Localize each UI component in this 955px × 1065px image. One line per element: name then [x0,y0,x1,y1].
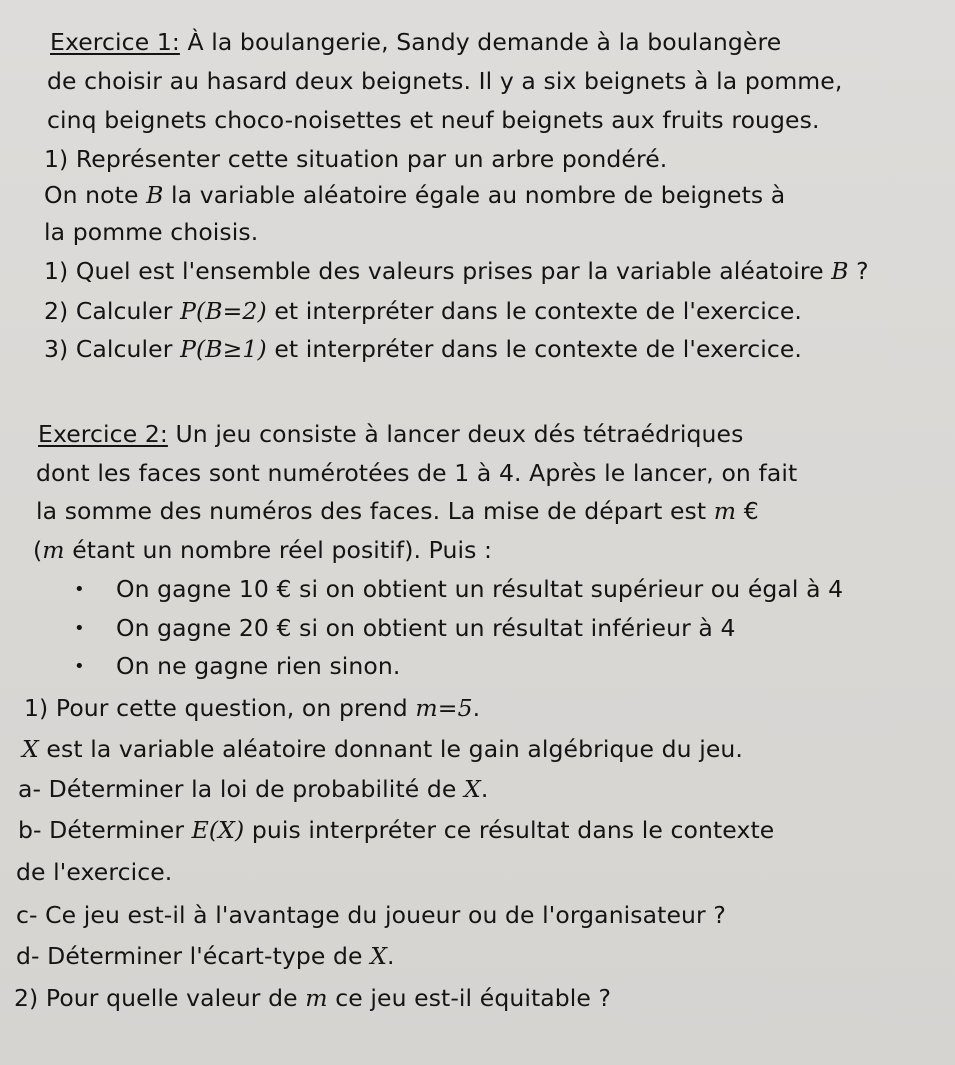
ex2-bullet-2 [116,613,736,643]
bullet-3: • [74,656,85,677]
ex1-question-2 [44,296,802,326]
ex2-qb-text-a: b- Déterminer [18,816,185,844]
ex1-q2-text-b: et interpréter dans le contexte de l'exercice. [274,297,802,325]
ex1-question-1 [44,256,869,286]
ex1-q2-text-a: 2) Calculer [44,297,173,325]
ex1-line-4 [44,144,667,174]
ex1-text-4: 1) Représenter cette situation par un arbre pondéré. [44,145,668,173]
ex2-text-1: Un jeu consiste à lancer deux dés tétraédriques [175,420,744,448]
ex2-line-1 [38,419,743,449]
ex2-question-d [16,941,395,971]
period: . [387,942,395,970]
ex2-qd-text: d- Déterminer l'écart-type de [16,942,363,970]
ex2-bullet-3 [116,651,400,681]
var-X: X [370,942,388,970]
var-B: B [146,181,164,209]
ex2-line-2 [36,458,797,488]
ex1-q1-text: 1) Quel est l'ensemble des valeurs prises par la variable aléatoire [44,257,824,285]
euro-sign: € [743,497,759,525]
ex2-bullet-2-text: On gagne 20 € si on obtient un résultat inférieur à 4 [116,614,736,642]
ex1-line-1 [50,27,781,57]
ex2-p1-text: 1) Pour cette question, on prend [24,694,408,722]
var-X: X [22,735,39,763]
var-m: m [713,497,737,525]
ex2-qc-text: c- Ce jeu est-il à l'avantage du joueur ou de l'organisateur ? [16,901,726,929]
var-X: X [464,775,481,803]
ex1-text-6: la pomme choisis. [44,218,259,246]
bullet-1: • [74,579,85,600]
period: . [472,694,481,722]
ex2-p1-math: m=5 [415,694,473,722]
ex1-question-3 [44,334,802,364]
var-B: B [831,257,849,285]
ex1-q3-math: P(B≥1) [180,335,267,363]
ex2-qb-math: E(X) [191,816,245,844]
ex2-qb-text-b: puis interpréter ce résultat dans le contexte [251,816,775,844]
ex1-line-2 [47,66,842,96]
open-paren: ( [33,536,43,564]
ex2-q2-text-b: ce jeu est-il équitable ? [335,984,612,1012]
ex2-question-b-cont [16,857,172,887]
ex2-question-c [16,900,726,930]
ex1-text-2: de choisir au hasard deux beignets. Il y a six beignets à la pomme, [47,67,843,95]
bullet-2: • [74,618,85,639]
ex1-line-5 [44,180,785,210]
ex1-q3-text-b: et interpréter dans le contexte de l'exercice. [274,335,802,363]
ex2-text-3a: la somme des numéros des faces. La mise de départ est [36,497,707,525]
ex2-bullet-1 [116,574,843,604]
ex1-q1-mark: ? [856,257,869,285]
ex2-bullet-1-text: On gagne 10 € si on obtient un résultat supérieur ou égal à 4 [116,575,844,603]
ex2-part-1 [24,693,480,723]
ex1-text-3: cinq beignets choco-noisettes et neuf beignets aux fruits rouges. [47,106,820,134]
ex2-q2-text-a: 2) Pour quelle valeur de [14,984,298,1012]
var-m: m [305,984,328,1012]
ex2-text-4b: étant un nombre réel positif). Puis : [72,536,493,564]
ex2-question-a [18,774,488,804]
ex1-line-3 [47,105,820,135]
ex2-text-2: dont les faces sont numérotées de 1 à 4. Après le lancer, on fait [36,459,798,487]
ex1-text-5a: On note [44,181,139,209]
ex2-x-def [22,734,743,764]
ex2-heading: Exercice 2: [38,420,168,448]
ex2-line-3 [36,496,759,526]
ex2-x-def-text: est la variable aléatoire donnant le gain algébrique du jeu. [46,735,743,763]
ex1-heading: Exercice 1: [50,28,180,56]
ex2-line-4 [33,535,492,565]
ex2-part-2 [14,983,611,1013]
ex2-qb-text-c: de l'exercice. [16,858,173,886]
ex1-line-6 [44,217,258,247]
period: . [480,775,489,803]
ex2-question-b [18,815,774,845]
ex1-text-5b: la variable aléatoire égale au nombre de beignets à [171,181,786,209]
ex1-text-1: À la boulangerie, Sandy demande à la boulangère [187,28,782,56]
ex1-q2-math: P(B=2) [180,297,267,325]
ex1-q3-text-a: 3) Calculer [44,335,173,363]
ex2-qa-text: a- Déterminer la loi de probabilité de [18,775,457,803]
ex2-bullet-3-text: On ne gagne rien sinon. [116,652,401,680]
var-m: m [42,536,65,564]
